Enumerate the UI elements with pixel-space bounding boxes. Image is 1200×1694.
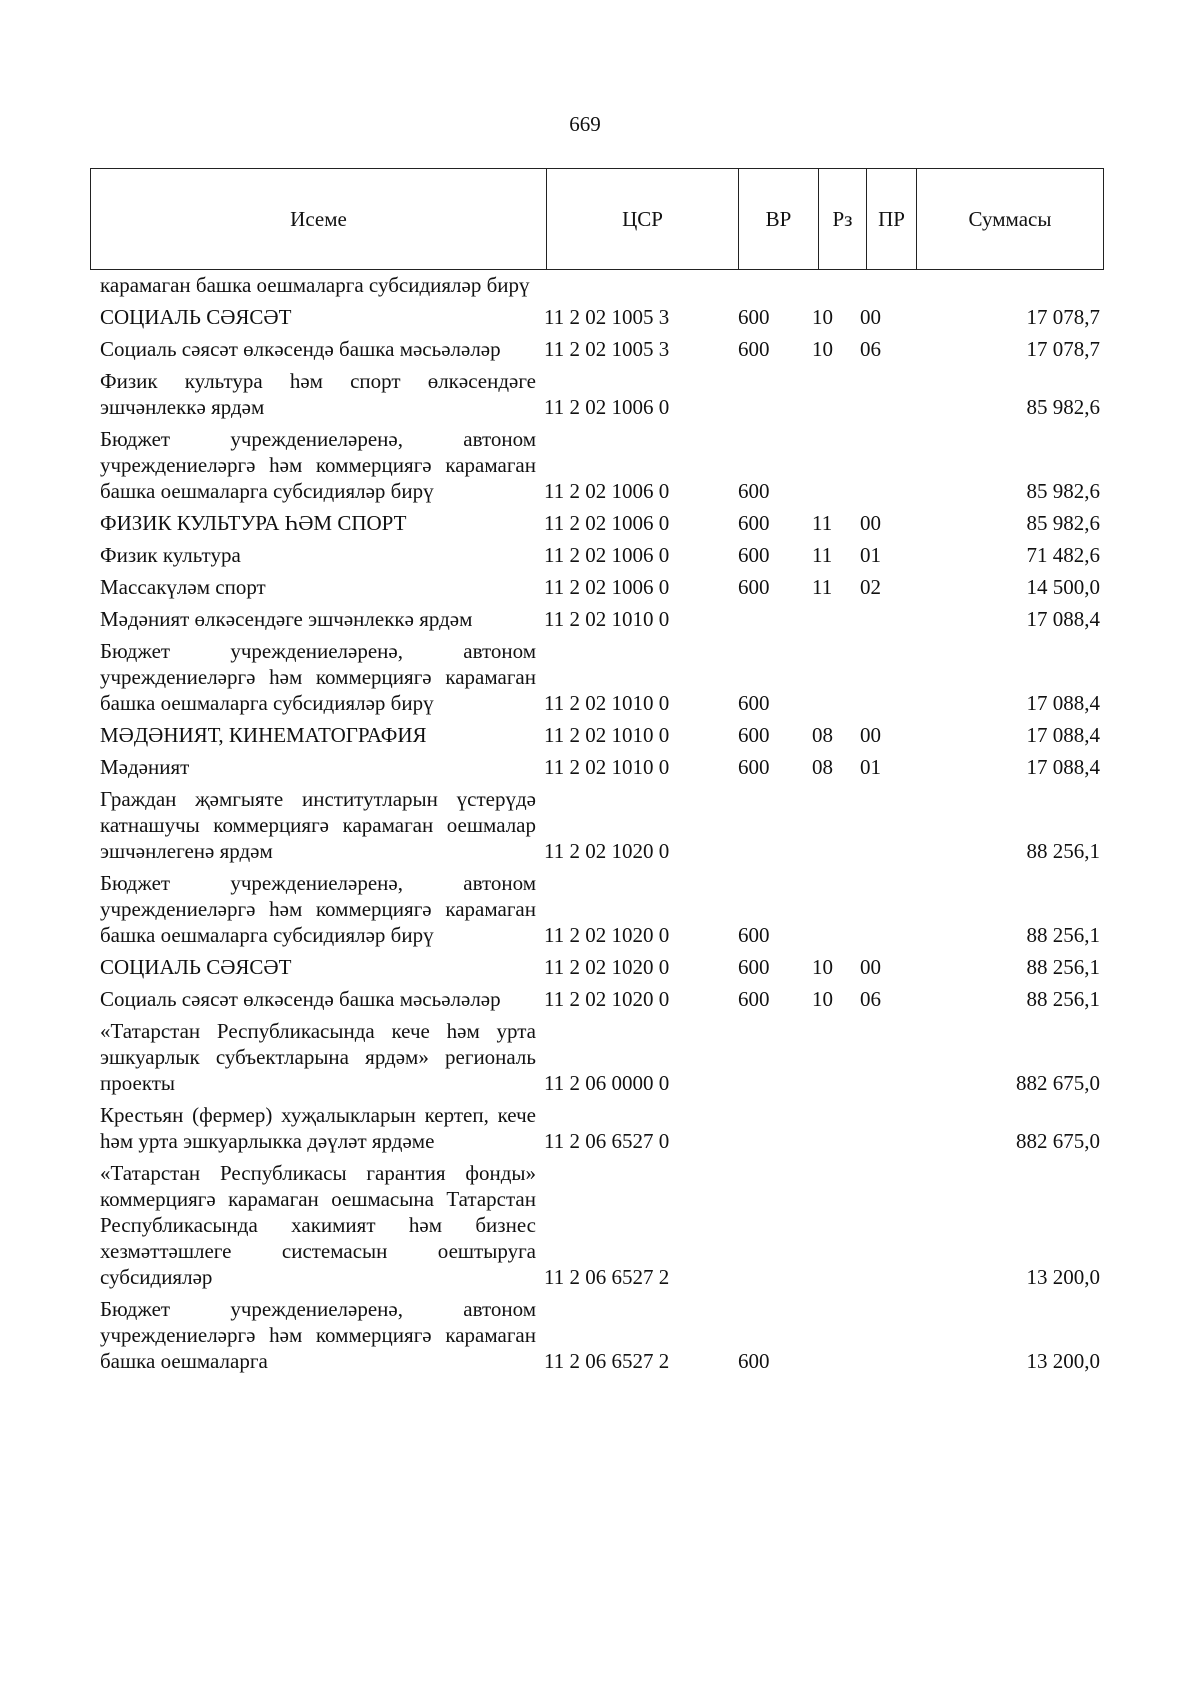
row-name: Социаль сәясәт өлкәсендә башка мәсьәләләр <box>100 337 501 361</box>
row-name: Социаль сәясәт өлкәсендә башка мәсьәләләр <box>100 987 501 1011</box>
header-name: Исеме <box>91 169 547 269</box>
table-row <box>100 510 1100 536</box>
table-row <box>100 954 1100 980</box>
row-pr: 00 <box>860 511 881 535</box>
row-sum: 85 982,6 <box>1026 479 1100 503</box>
row-csr: 11 2 02 1006 0 <box>544 543 670 567</box>
row-sum: 71 482,6 <box>1026 543 1100 567</box>
row-csr: 11 2 02 1010 0 <box>544 607 670 631</box>
row-pr: 00 <box>860 305 881 329</box>
row-sum: 17 078,7 <box>1026 337 1100 361</box>
row-pr: 02 <box>860 575 881 599</box>
header-pr: ПР <box>867 169 917 269</box>
row-rz: 08 <box>812 755 833 779</box>
row-csr: 11 2 02 1010 0 <box>544 723 670 747</box>
row-name: Бюджет учреждениеләренә, автоном учреждениеләргә һәм коммерциягә карамаган башка оешмаларга субсидияләр бирү <box>100 871 536 947</box>
row-csr: 11 2 02 1010 0 <box>544 691 670 715</box>
row-rz: 10 <box>812 955 833 979</box>
row-csr: 11 2 02 1006 0 <box>544 575 670 599</box>
table-row <box>100 336 1100 362</box>
row-name: Граждан җәмгыяте институтларын үстерүдә катнашучы коммерциягә карамаган оешмалар эшчәнлегенә ярдәм <box>100 787 536 863</box>
row-vr: 600 <box>738 479 770 503</box>
row-csr: 11 2 02 1020 0 <box>544 839 670 863</box>
row-csr: 11 2 02 1006 0 <box>544 479 670 503</box>
row-rz: 11 <box>812 575 833 599</box>
row-sum: 85 982,6 <box>1026 395 1100 419</box>
row-pr: 06 <box>860 987 881 1011</box>
table-row <box>100 426 1100 504</box>
row-name: Физик культура һәм спорт өлкәсендәге эшчәнлеккә ярдәм <box>100 369 536 419</box>
row-pr: 06 <box>860 337 881 361</box>
table-row <box>100 304 1100 330</box>
row-vr: 600 <box>738 543 770 567</box>
header-sum: Суммасы <box>968 206 1052 231</box>
row-name: Бюджет учреждениеләренә, автоном учреждениеләргә һәм коммерциягә карамаган башка оешмаларга субсидияләр бирү <box>100 427 536 503</box>
row-sum: 88 256,1 <box>1026 923 1100 947</box>
row-name: СОЦИАЛЬ СӘЯСӘТ <box>100 955 292 979</box>
row-sum: 13 200,0 <box>1026 1265 1100 1289</box>
row-name: ФИЗИК КУЛЬТУРА ҺӘМ СПОРТ <box>100 511 407 535</box>
row-name: СОЦИАЛЬ СӘЯСӘТ <box>100 305 292 329</box>
row-vr: 600 <box>738 511 770 535</box>
table-row <box>100 786 1100 864</box>
row-csr: 11 2 06 6527 0 <box>544 1129 670 1153</box>
row-name: «Татарстан Республикасы гарантия фонды» коммерциягә карамаган оешмасына Татарстан Республикасында хакимият һәм бизнес хезмәттәшлеге системасын оештыруга субсидияләр <box>100 1161 536 1289</box>
row-csr: 11 2 06 6527 2 <box>544 1265 670 1289</box>
header-csr: ЦСР <box>547 169 739 269</box>
row-rz: 10 <box>812 337 833 361</box>
table-row <box>100 606 1100 632</box>
table-row <box>100 1296 1100 1374</box>
row-pr: 01 <box>860 543 881 567</box>
row-csr: 11 2 02 1006 0 <box>544 395 670 419</box>
table-row <box>100 722 1100 748</box>
row-vr: 600 <box>738 575 770 599</box>
header-vr: ВР <box>739 169 819 269</box>
row-sum: 17 088,4 <box>1026 755 1100 779</box>
row-pr: 00 <box>860 955 881 979</box>
row-name: Бюджет учреждениеләренә, автоном учреждениеләргә һәм коммерциягә карамаган башка оешмаларга <box>100 1297 536 1373</box>
row-name: Бюджет учреждениеләренә, автоном учреждениеләргә һәм коммерциягә карамаган башка оешмаларга субсидияләр бирү <box>100 639 536 715</box>
row-sum: 882 675,0 <box>1016 1071 1100 1095</box>
row-vr: 600 <box>738 987 770 1011</box>
row-name: «Татарстан Республикасында кече һәм урта эшкуарлык субъектларына ярдәм» региональ проекты <box>100 1019 536 1095</box>
row-vr: 600 <box>738 305 770 329</box>
row-sum: 882 675,0 <box>1016 1129 1100 1153</box>
table-row <box>100 368 1100 420</box>
row-csr: 11 2 02 1005 3 <box>544 305 670 329</box>
row-rz: 11 <box>812 511 833 535</box>
row-csr: 11 2 02 1020 0 <box>544 987 670 1011</box>
table-row <box>100 870 1100 948</box>
table-row <box>100 638 1100 716</box>
table-row <box>100 542 1100 568</box>
table-row <box>100 986 1100 1012</box>
row-sum: 13 200,0 <box>1026 1349 1100 1373</box>
table-row <box>100 1018 1100 1096</box>
table-row <box>100 1102 1100 1154</box>
row-name: Физик культура <box>100 543 241 567</box>
row-csr: 11 2 02 1010 0 <box>544 755 670 779</box>
row-vr: 600 <box>738 337 770 361</box>
row-rz: 08 <box>812 723 833 747</box>
row-sum: 85 982,6 <box>1026 511 1100 535</box>
row-name: Мәдәният өлкәсендәге эшчәнлеккә ярдәм <box>100 607 473 631</box>
row-rz: 10 <box>812 305 833 329</box>
table-row <box>100 574 1100 600</box>
row-sum: 14 500,0 <box>1026 575 1100 599</box>
row-sum: 88 256,1 <box>1026 987 1100 1011</box>
row-vr: 600 <box>738 923 770 947</box>
table-header <box>90 168 1104 270</box>
row-name: Массакүләм спорт <box>100 575 266 599</box>
row-csr: 11 2 02 1006 0 <box>544 511 670 535</box>
row-sum: 17 088,4 <box>1026 607 1100 631</box>
row-pr: 01 <box>860 755 881 779</box>
row-csr: 11 2 06 6527 2 <box>544 1349 670 1373</box>
table-row <box>100 272 1100 298</box>
row-vr: 600 <box>738 755 770 779</box>
row-csr: 11 2 02 1005 3 <box>544 337 670 361</box>
row-csr: 11 2 02 1020 0 <box>544 923 670 947</box>
row-sum: 17 078,7 <box>1026 305 1100 329</box>
row-pr: 00 <box>860 723 881 747</box>
table-body <box>100 272 1100 1380</box>
row-vr: 600 <box>738 723 770 747</box>
row-vr: 600 <box>738 691 770 715</box>
header-rz: Рз <box>819 169 867 269</box>
row-sum: 17 088,4 <box>1026 723 1100 747</box>
page-number: 669 <box>569 112 601 136</box>
row-sum: 17 088,4 <box>1026 691 1100 715</box>
row-rz: 11 <box>812 543 833 567</box>
row-name: Крестьян (фермер) хуҗалыкларын кертеп, кече һәм урта эшкуарлыкка дәүләт ярдәме <box>100 1103 536 1153</box>
row-vr: 600 <box>738 955 770 979</box>
row-rz: 10 <box>812 987 833 1011</box>
row-name: МӘДӘНИЯТ, КИНЕМАТОГРАФИЯ <box>100 723 427 747</box>
row-vr: 600 <box>738 1349 770 1373</box>
row-sum: 88 256,1 <box>1026 955 1100 979</box>
row-csr: 11 2 02 1020 0 <box>544 955 670 979</box>
table-row <box>100 1160 1100 1290</box>
row-name: Мәдәният <box>100 755 190 779</box>
row-sum: 88 256,1 <box>1026 839 1100 863</box>
table-row <box>100 754 1100 780</box>
row-name: карамаган башка оешмаларга субсидияләр бирү <box>100 273 530 297</box>
row-csr: 11 2 06 0000 0 <box>544 1071 670 1095</box>
